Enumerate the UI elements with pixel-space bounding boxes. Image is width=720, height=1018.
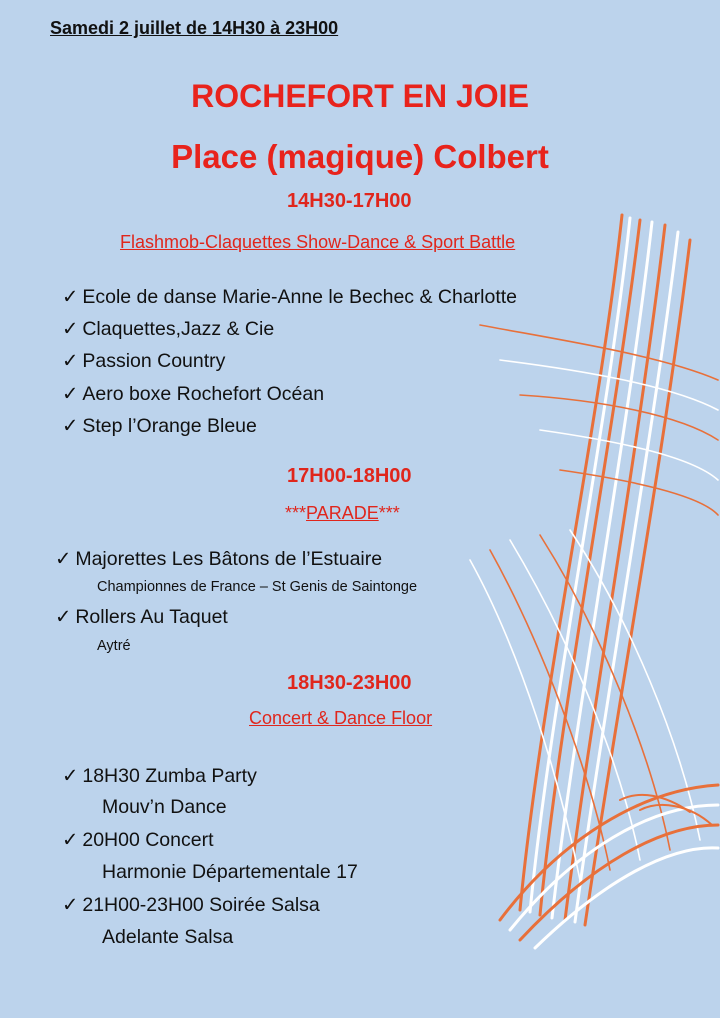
parade-suffix: *** — [378, 503, 400, 523]
list-item-detail: Harmonie Départementale 17 — [102, 861, 358, 883]
check-icon: ✓ — [62, 765, 79, 787]
parade-prefix: *** — [285, 503, 307, 523]
list-item — [62, 317, 274, 341]
list-item-label: Ecole de danse Marie-Anne le Bechec & Charlotte — [82, 286, 518, 308]
check-icon: ✓ — [55, 606, 72, 628]
list-item-detail: Mouv’n Dance — [102, 796, 227, 818]
list-item-label: Aero boxe Rochefort Océan — [82, 383, 325, 405]
date-line: Samedi 2 juillet de 14H30 à 23H00 — [50, 18, 339, 38]
check-icon: ✓ — [62, 894, 79, 916]
check-icon: ✓ — [62, 286, 79, 308]
check-icon: ✓ — [62, 350, 79, 372]
list-item — [62, 764, 257, 788]
list-item-label: Claquettes,Jazz & Cie — [82, 318, 275, 340]
list-item — [55, 605, 228, 629]
list-item-label: Majorettes Les Bâtons de l’Estuaire — [75, 548, 383, 570]
list-item — [62, 285, 517, 309]
list-item-detail: Championnes de France – St Genis de Saintonge — [97, 579, 418, 595]
list-item-label: 18H30 Zumba Party — [82, 765, 257, 787]
list-item — [62, 414, 257, 438]
section3-subtitle: Concert & Dance Floor — [249, 708, 433, 728]
list-item — [55, 547, 382, 571]
section1-time: 14H30-17H00 — [287, 190, 412, 212]
list-item-detail: Adelante Salsa — [102, 926, 234, 948]
list-item-label: 21H00-23H00 Soirée Salsa — [82, 894, 320, 916]
list-item — [62, 349, 225, 373]
section2-time: 17H00-18H00 — [287, 465, 412, 487]
list-item — [62, 382, 324, 406]
check-icon: ✓ — [62, 383, 79, 405]
list-item-label: 20H00 Concert — [82, 829, 214, 851]
check-icon: ✓ — [62, 318, 79, 340]
section1-subtitle: Flashmob-Claquettes Show-Dance & Sport Battle — [120, 232, 516, 252]
check-icon: ✓ — [62, 415, 79, 437]
list-item-label: Step l’Orange Bleue — [82, 415, 257, 437]
list-item — [62, 828, 214, 852]
list-item-label: Rollers Au Taquet — [75, 606, 228, 628]
parade-label: PARADE — [306, 503, 379, 523]
list-item — [62, 893, 320, 917]
event-location: Place (magique) Colbert — [171, 138, 549, 175]
parade-heading — [285, 503, 400, 524]
check-icon: ✓ — [62, 829, 79, 851]
check-icon: ✓ — [55, 548, 72, 570]
list-item-detail: Aytré — [97, 638, 131, 654]
section3-time: 18H30-23H00 — [287, 672, 412, 694]
list-item-label: Passion Country — [82, 350, 226, 372]
event-title: ROCHEFORT EN JOIE — [191, 78, 529, 114]
